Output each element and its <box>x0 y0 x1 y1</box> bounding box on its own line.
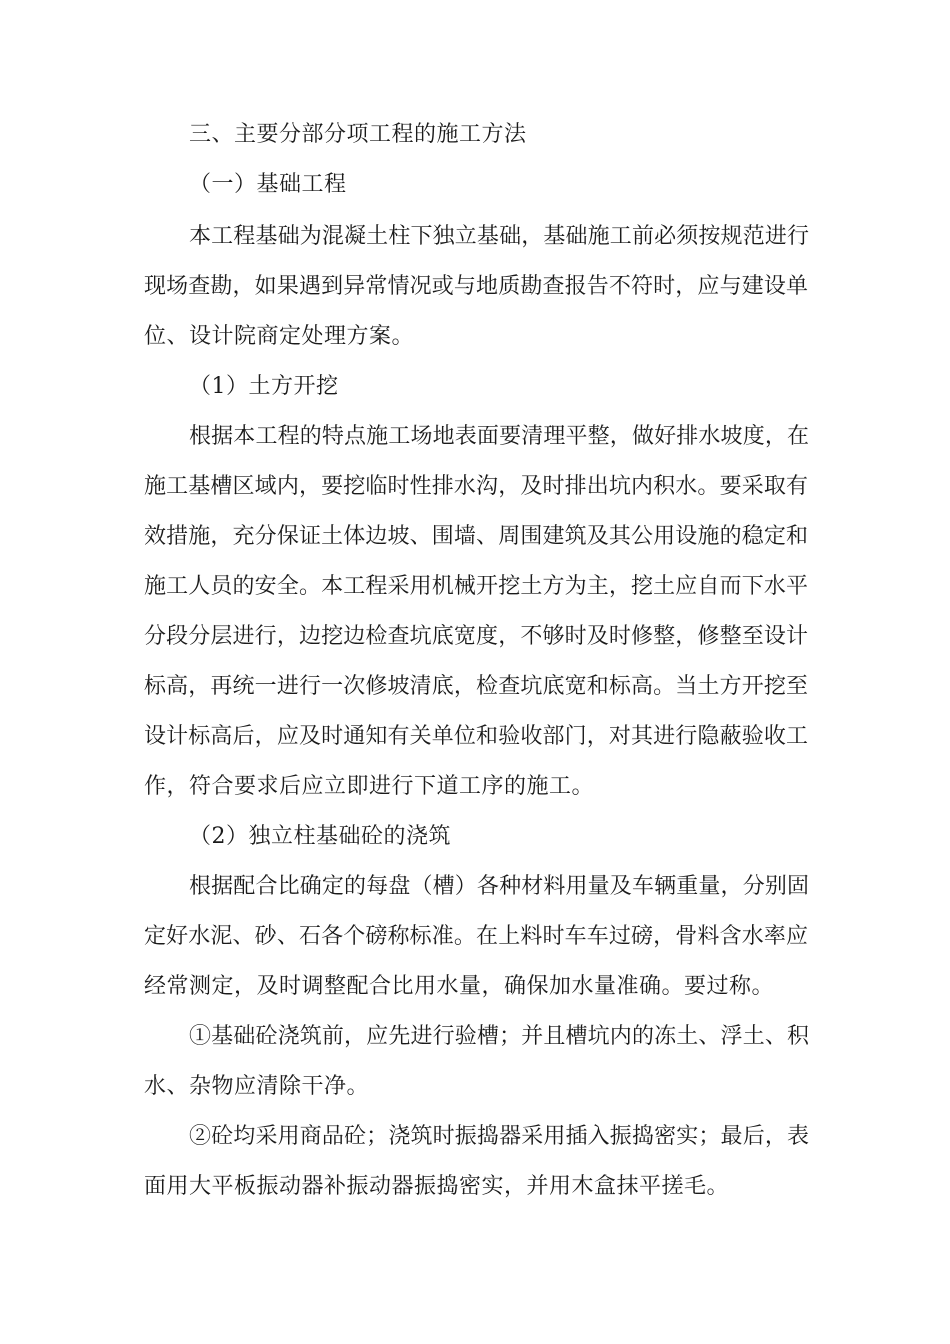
paragraph-line: 面用大平板振动器补振动器振捣密实，并用木盒抹平搓毛。 <box>144 1174 730 1199</box>
paragraph-line: 分段分层进行，边挖边检查坑底宽度，不够时及时修整，修整至设计 <box>144 624 808 649</box>
paragraph-line: 设计标高后，应及时通知有关单位和验收部门，对其进行隐蔽验收工 <box>144 724 808 749</box>
paragraph-line: 施工人员的安全。本工程采用机械开挖土方为主，挖土应自而下水平 <box>144 574 808 599</box>
paragraph-line: 根据本工程的特点施工场地表面要清理平整，做好排水坡度，在 <box>189 424 809 449</box>
paragraph-line: 标高，再统一进行一次修坡清底，检查坑底宽和标高。当土方开挖至 <box>144 674 808 699</box>
paragraph-line: 水、杂物应清除干净。 <box>144 1074 370 1099</box>
paragraph-line: 效措施，充分保证土体边坡、围墙、周围建筑及其公用设施的稳定和 <box>144 524 808 549</box>
section-heading: 三、主要分部分项工程的施工方法 <box>189 122 527 147</box>
item-heading: （1）土方开挖 <box>189 374 339 399</box>
subsection-heading: （一）基础工程 <box>189 172 347 197</box>
paragraph-line: 经常测定，及时调整配合比用水量，确保加水量准确。要过称。 <box>144 974 775 999</box>
paragraph-line: ①基础砼浇筑前，应先进行验槽；并且槽坑内的冻土、浮土、积 <box>189 1024 809 1049</box>
paragraph-line: 根据配合比确定的每盘（槽）各种材料用量及车辆重量，分别固 <box>189 874 809 899</box>
paragraph-line: 定好水泥、砂、石各个磅称标准。在上料时车车过磅，骨料含水率应 <box>144 924 808 949</box>
item-heading: （2）独立柱基础砼的浇筑 <box>189 824 451 849</box>
paragraph-line: 位、设计院商定处理方案。 <box>144 324 415 349</box>
paragraph-line: 施工基槽区域内，要挖临时性排水沟，及时排出坑内积水。要采取有 <box>144 474 808 499</box>
paragraph-line: 作，符合要求后应立即进行下道工序的施工。 <box>144 774 595 799</box>
paragraph-line: 本工程基础为混凝土柱下独立基础，基础施工前必须按规范进行 <box>189 224 809 249</box>
paragraph-line: 现场查勘，如果遇到异常情况或与地质勘查报告不符时，应与建设单 <box>144 274 808 299</box>
paragraph-line: ②砼均采用商品砼；浇筑时振捣器采用插入振捣密实；最后，表 <box>189 1124 809 1149</box>
